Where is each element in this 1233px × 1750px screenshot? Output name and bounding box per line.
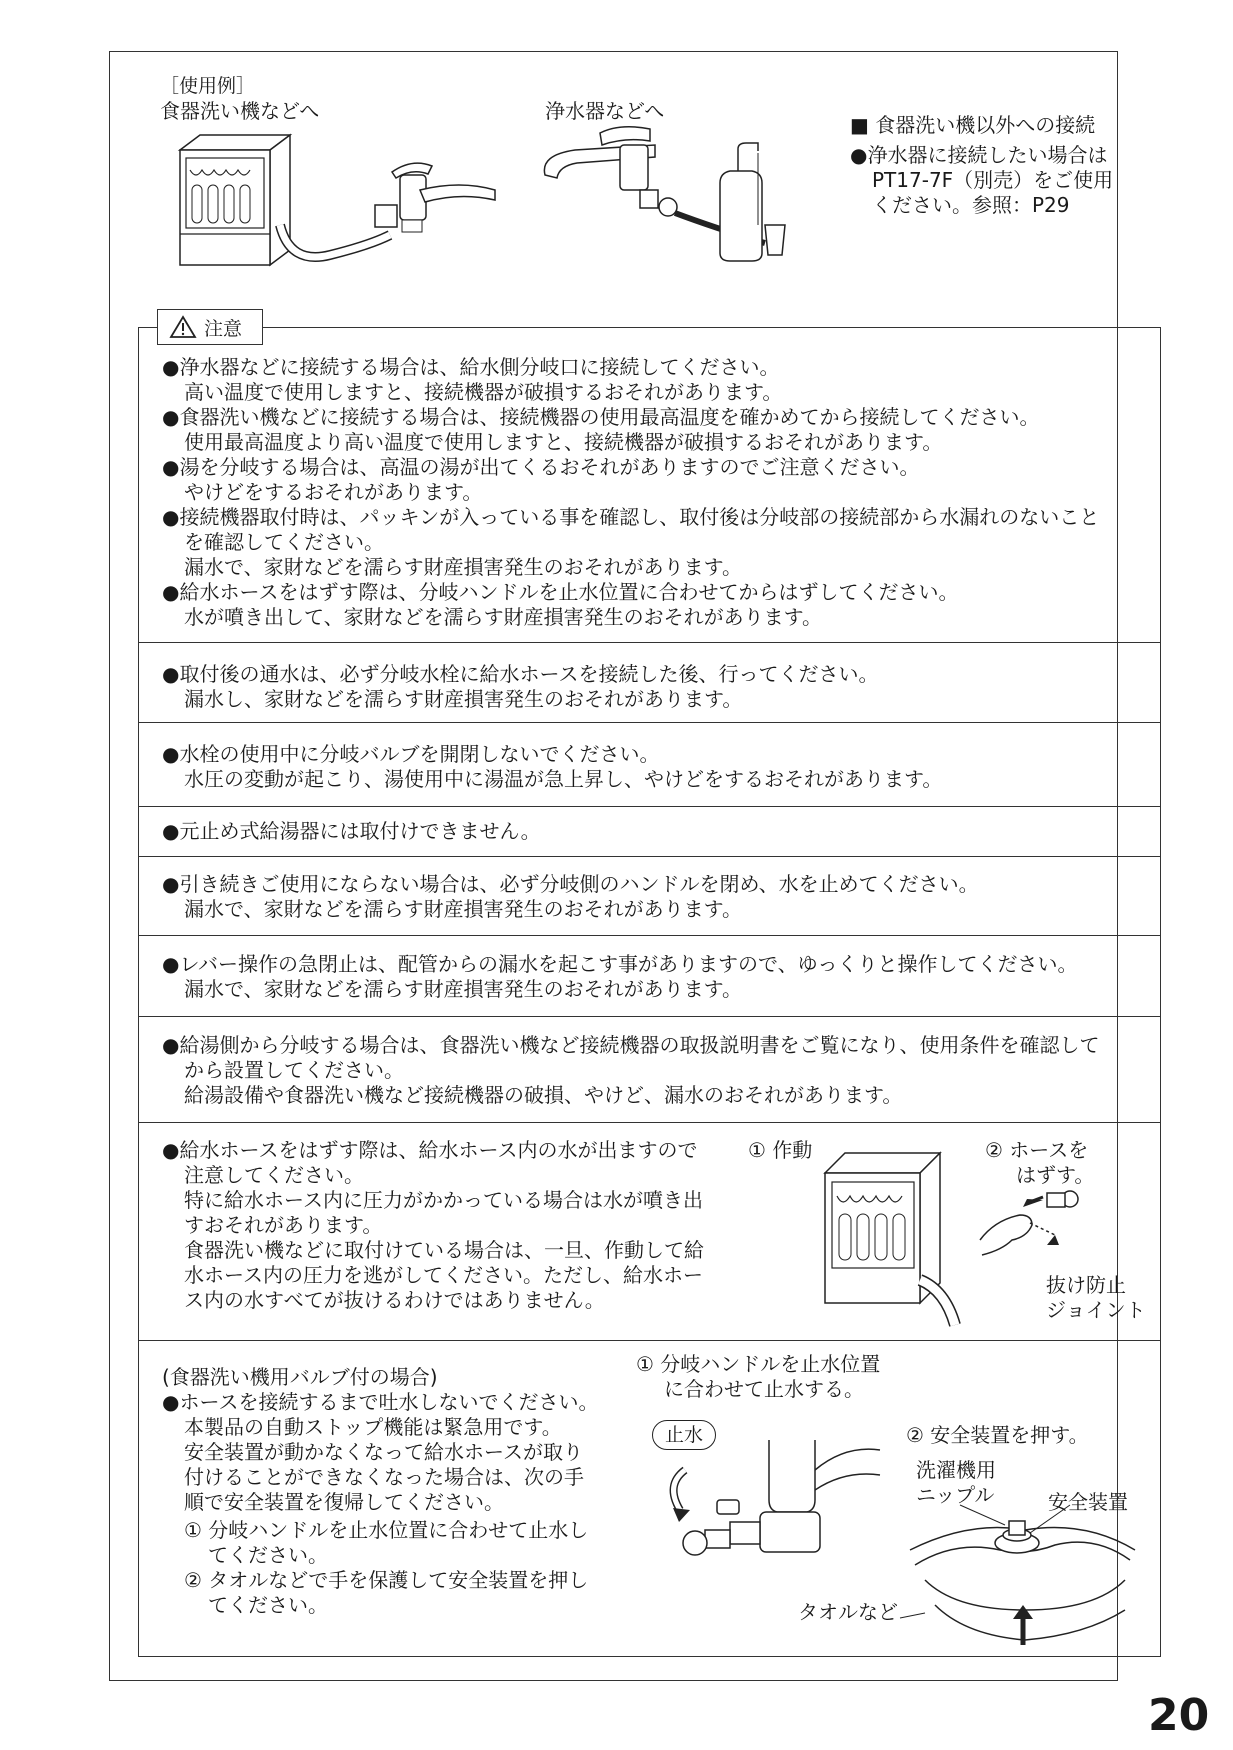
caution-line: ●引き続きご使用にならない場合は、必ず分岐側のハンドルを閉め、水を止めてください。 [162,872,979,896]
caution-section-1 [162,355,1099,630]
other-connection-line: ●浄水器に接続したい場合は [850,143,1108,167]
caution-section-2 [162,662,878,712]
caution-line: 漏水で、家財などを濡らす財産損害発生のおそれがあります。 [184,555,742,579]
safety-device-push-illustration [905,1505,1135,1645]
caution-line: ●接続機器取付時は、パッキンが入っている事を確認し、取付後は分岐部の接続部から水漏れのないこと [162,505,1100,529]
caution-section-7 [162,1033,1099,1108]
step-operate-label: ① 作動 [748,1138,813,1162]
anti-slip-joint-label-2: ジョイント [1046,1298,1146,1322]
section-divider [138,935,1161,936]
purifier-illustration [540,125,820,275]
caution-line: ●給水ホースをはずす際は、分岐ハンドルを止水位置に合わせてからはずしてください。 [162,580,959,604]
caution-line: ② タオルなどで手を保護して安全装置を押し [184,1568,589,1592]
section-divider [138,1122,1161,1123]
section-divider [138,806,1161,807]
warning-triangle-icon [170,316,196,338]
caution-line: ●給水ホースをはずす際は、給水ホース内の水が出ますので [162,1138,698,1162]
nipple-label-2: ニップル [916,1483,995,1507]
section-divider [138,856,1161,857]
caution-line: やけどをするおそれがあります。 [184,480,483,504]
page-number: 20 [1148,1690,1210,1741]
section-divider [138,1340,1161,1341]
caution-section-4 [162,819,541,844]
caution-line: 食器洗い機などに取付けている場合は、一旦、作動して給 [184,1238,704,1262]
caution-line: ●取付後の通水は、必ず分岐水栓に給水ホースを接続した後、行ってください。 [162,662,879,686]
caution-line: ●元止め式給湯器には取付けできません。 [162,819,541,843]
caution-line: 水圧の変動が起こり、湯使用中に湯温が急上昇し、やけどをするおそれがあります。 [184,767,943,791]
towel-label: タオルなど [798,1600,898,1624]
hose-removal-illustration [975,1185,1085,1275]
caution-line: てください。 [208,1543,328,1567]
caution-line: ●給湯側から分岐する場合は、食器洗い機など接続機器の取扱説明書をご覧になり、使用条件を確認して [162,1033,1100,1057]
valve-close-illustration [665,1440,885,1570]
caution-section-6 [162,952,1077,1002]
caution-line: 給湯設備や食器洗い機など接続機器の破損、やけど、漏水のおそれがあります。 [184,1083,903,1107]
nipple-label-1: 洗濯機用 [916,1458,996,1482]
caution-line: ス内の水すべてが抜けるわけではありません。 [184,1288,605,1312]
other-connection-heading: ■ 食器洗い機以外への接続 [850,113,1096,137]
caution-line: てください。 [208,1593,328,1617]
caution-line: 注意してください。 [184,1163,364,1187]
caution-line: 付けることができなくなった場合は、次の手 [184,1465,584,1489]
caution-line: 本製品の自動ストップ機能は緊急用です。 [184,1415,562,1439]
purifier-caption: 浄水器などへ [545,99,665,123]
caution-section-3 [162,742,942,792]
caution-tab [157,309,263,345]
caution-line: ●浄水器などに接続する場合は、給水側分岐口に接続してください。 [162,355,780,379]
stop-water-badge: 止水 [652,1420,716,1450]
anti-slip-joint-label-1: 抜け防止 [1046,1273,1126,1297]
caution-line: ●湯を分岐する場合は、高温の湯が出てくるおそれがありますのでご注意ください。 [162,455,920,479]
caution-section-8-text [162,1138,704,1313]
safety-device-label: 安全装置 [1048,1490,1128,1514]
section-divider [138,1016,1161,1017]
dishwasher-caption: 食器洗い機などへ [160,99,320,123]
caution-line: すおそれがあります。 [184,1213,383,1237]
dishwasher-illustration [170,130,510,290]
caution-line: 特に給水ホース内に圧力がかかっている場合は水が噴き出 [184,1188,703,1212]
caution-section-9-text [162,1365,598,1618]
section-divider [138,642,1161,643]
caution-line: 使用最高温度より高い温度で使用しますと、接続機器が破損するおそれがあります。 [184,430,943,454]
caution-line: 水が噴き出して、家財などを濡らす財産損害発生のおそれがあります。 [184,605,822,629]
caution-line: 水ホース内の圧力を逃がしてください。ただし、給水ホー [184,1263,703,1287]
caution-line: ●食器洗い機などに接続する場合は、接続機器の使用最高温度を確かめてから接続してください。 [162,405,1040,429]
caution-line: 安全装置が動かなくなって給水ホースが取り [184,1440,583,1464]
caution-line: (食器洗い機用バルブ付の場合) [162,1365,438,1389]
step-close-valve-label-2: に合わせて止水する。 [664,1377,864,1401]
other-connection-note [850,143,1113,218]
step-push-safety-label: ② 安全装置を押す。 [906,1423,1089,1447]
caution-line: ●レバー操作の急閉止は、配管からの漏水を起こす事がありますので、ゆっくりと操作してください。 [162,952,1078,976]
dishwasher-operate-illustration [815,1148,975,1328]
step-remove-hose-label-1: ② ホースを [985,1138,1089,1162]
other-connection-line: PT17-7F（別売）をご使用 [872,168,1114,192]
caution-line: ●ホースを接続するまで吐水しないでください。 [162,1390,599,1414]
section-divider [138,722,1161,723]
caution-line: から設置してください。 [184,1058,404,1082]
caution-line: 高い温度で使用しますと、接続機器が破損するおそれがあります。 [184,380,783,404]
caution-line: 漏水し、家財などを濡らす財産損害発生のおそれがあります。 [184,687,743,711]
caution-line: ●水栓の使用中に分岐バルブを開閉しないでください。 [162,742,660,766]
caution-section-5 [162,872,979,922]
caution-line: 漏水で、家財などを濡らす財産損害発生のおそれがあります。 [184,897,742,921]
other-connection-line: ください。参照：P29 [872,193,1070,217]
step-remove-hose-label-2: はずす。 [1016,1163,1095,1187]
usage-label: ［使用例］ [160,75,256,97]
caution-title: 注意 [204,317,243,340]
caution-line: を確認してください。 [184,530,384,554]
caution-line: 漏水で、家財などを濡らす財産損害発生のおそれがあります。 [184,977,742,1001]
caution-line: 順で安全装置を復帰してください。 [184,1490,504,1514]
caution-line: ① 分岐ハンドルを止水位置に合わせて止水し [184,1518,589,1542]
step-close-valve-label-1: ① 分岐ハンドルを止水位置 [636,1352,881,1376]
